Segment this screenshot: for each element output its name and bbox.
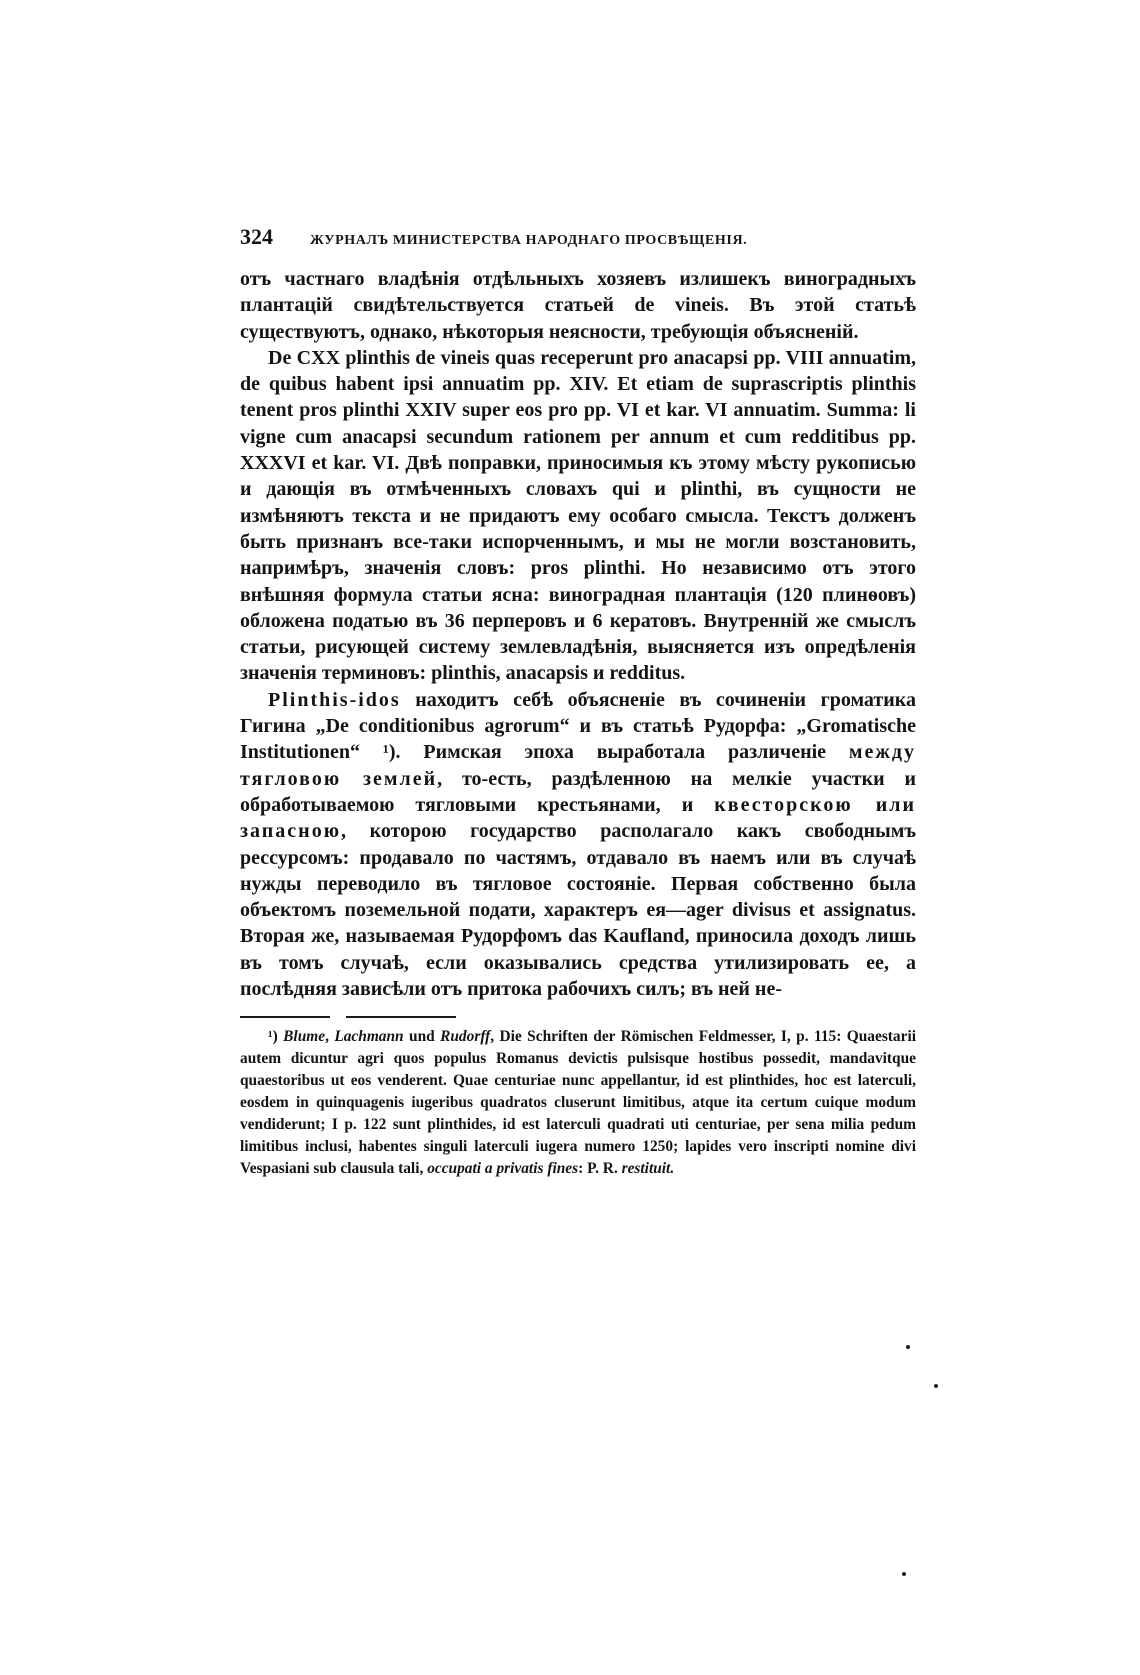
paragraph-3-part-e: , которою государство располагало какъ свободнымъ рессурсомъ: продавало по частямъ, отдавало въ наемъ или въ случаѣ нужды переводило въ тягловое состояніе. Первая собственно была объектомъ поземельной подати, характеръ ея—ager divisus et assignatus. Вторая же, называемая Рудорфомъ das Kaufland, приносила доходъ лишь въ томъ случаѣ, если оказывались средства утилизировать ее, а послѣдняя зависѣли отъ притока рабочихъ силъ; въ ней не- [240, 820, 916, 1001]
body-text [240, 266, 916, 1002]
footnote-1 [240, 1026, 916, 1180]
term-quaestor-land: квесторскою или запасною [240, 793, 916, 843]
footnote-text-end: : P. R. [578, 1159, 622, 1177]
footnote-italic-phrase: occupati a privatis fines [427, 1159, 579, 1177]
paragraph-2: De CXX plinthis de vineis quas receperunt pro anacapsi pp. VIII annuatim, de quibus habent ipsi annuatim pp. XIV. Et etiam de suprascriptis plinthis tenent pros plinthi XXIV super eos pro pp. VI et kar. VI annuatim. Summa: li vigne cum anacapsi secundum rationem per annum et cum redditibus pp. XXXVI et kar. VI. Двѣ поправки, приносимыя къ этому мѣсту рукописью и дающія въ отмѣченныхъ словахъ qui и plinthi, въ сущности не измѣняютъ текста и не придаютъ ему особаго смысла. Текстъ долженъ быть признанъ все-таки испорченнымъ, и мы не могли возстановить, напримѣръ, значенія словъ: pros plinthi. Но независимо отъ этого внѣшняя формула статьи ясна: виноградная плантація (120 плинѳовъ) обложена податью въ 36 перперовъ и 6 кератовъ. Внутренній же смыслъ статьи, рисующей систему землевладѣнія, выясняется изъ опредѣленія значенія терминовъ: plinthis, anacapsis и redditus. [240, 346, 916, 685]
scan-speck [906, 1345, 910, 1349]
scan-speck [934, 1384, 938, 1388]
footnote-author-lachmann: Lachmann [334, 1027, 404, 1045]
footnote-author-blume: Blume [283, 1027, 326, 1045]
page-number: 324 [240, 224, 273, 249]
paragraph-3-part-c: , то-есть, раздѣленною на мелкіе участки и обработываемою тягловыми крестьянами, и [240, 767, 917, 816]
running-head [240, 224, 916, 258]
footnote [240, 1026, 916, 1180]
paragraph-3-lead: Plinthis-idos [268, 688, 401, 711]
paragraph-3-part-a: находитъ себѣ объясненіе въ сочиненіи громатика Гигина „De conditionibus agrorum“ и въ статьѣ Рудорфа: „Gromatische Institutionen“ ¹). Римская эпоха выработала различеніе [240, 688, 916, 764]
footnote-author-rudorff: Rudorff [440, 1027, 491, 1045]
footnote-separator-1: , [325, 1027, 335, 1045]
footnote-separator-2: und [403, 1027, 441, 1045]
paragraph-3 [240, 687, 916, 1003]
footnote-marker: ¹) [268, 1027, 284, 1045]
paragraph-1: отъ частнаго владѣнія отдѣльныхъ хозяевъ излишекъ виноградныхъ плантацій свидѣтельствуется статьей de vineis. Въ этой статьѣ существуютъ, однако, нѣкоторыя неясности, требующія объясненій. [240, 268, 916, 343]
term-tax-land: между тягловою землей [240, 741, 916, 790]
footnote-italic-end: restituit. [621, 1159, 675, 1177]
footnote-rule [240, 1016, 916, 1018]
journal-title: ЖУРНАЛЪ МИНИСТЕРСТВА НАРОДНАГО ПРОСВѢЩЕНІЯ. [310, 233, 748, 248]
footnote-main-text: , Die Schriften der Römischen Feldmesser, I, p. 115: Quaestarii autem dicuntur agri quos populus Romanus devictis pulsisque hostibus possedit, mandavitque quaestoribus ut eos venderent. Quae centuriae nunc appellantur, id est plinthides, hoc est laterculi, eosdem in quinquagenis iugeribus quadratos cluserunt limitibus, atque ita certum cuique modum vendiderunt; I p. 122 sunt plinthides, id est laterculi quadrati uti centuriae, per sena milia pedum limitibus inclusi, habentes singuli laterculi iugera numero 1250; lapides vero inscripti nomine divi Vespasiani sub clausula tali, [240, 1027, 917, 1177]
scan-speck [902, 1572, 906, 1576]
document-page [240, 224, 916, 1180]
footnote-rule-left [240, 1016, 330, 1018]
footnote-rule-right [346, 1016, 456, 1018]
